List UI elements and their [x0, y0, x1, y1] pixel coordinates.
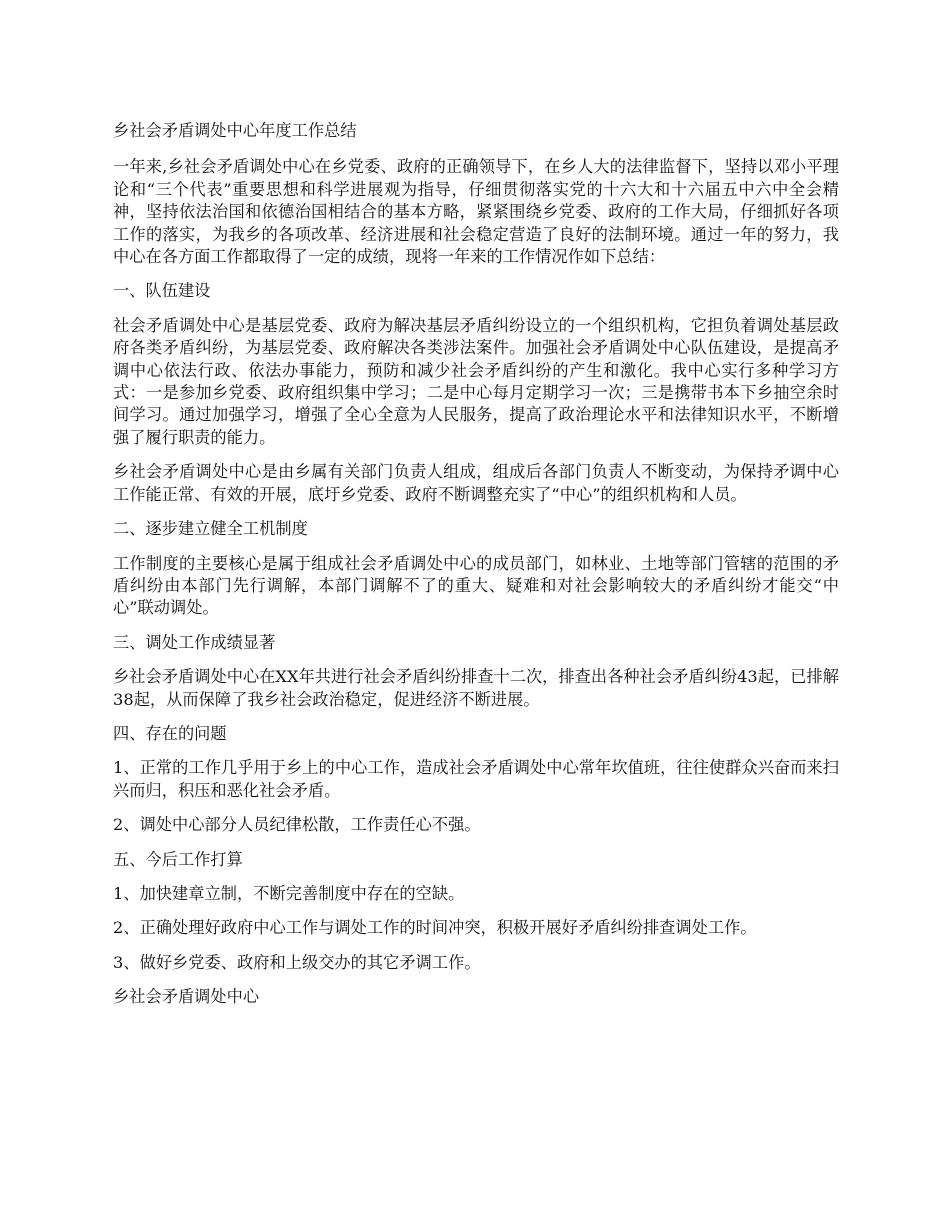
document-signature: 乡社会矛盾调处中心	[113, 987, 260, 1007]
problem-item-1: 1、正常的工作几乎用于乡上的中心工作，造成社会矛盾调处中心常年坎值班，往往使群众兴奋而来扫兴而归，积压和恶化社会矛盾。	[113, 758, 839, 800]
section-heading-problems: 四、存在的问题	[113, 723, 227, 743]
team-building-paragraph-2: 乡社会矛盾调处中心是由乡属有关部门负责人组成，组成后各部门负责人不断变动，为保持矛调中心工作能正常、有效的开展，底圩乡党委、政府不断调整充实了“中心”的组织机构和人员。	[113, 462, 839, 504]
section-heading-future-plans: 五、今后工作打算	[113, 849, 243, 869]
document-body	[113, 120, 839, 1021]
problem-item-2: 2、调处中心部分人员纪律松散，工作责任心不强。	[113, 815, 481, 835]
section-heading-team-building: 一、队伍建设	[113, 281, 211, 301]
plan-item-3: 3、做好乡党委、政府和上级交办的其它矛调工作。	[113, 952, 481, 972]
mechanism-paragraph: 工作制度的主要核心是属于组成社会矛盾调处中心的成员部门，如林业、土地等部门管辖的范围的矛盾纠纷由本部门先行调解，本部门调解不了的重大、疑难和对社会影响较大的矛盾纠纷才能交“中心”联动调处。	[113, 553, 839, 618]
plan-item-1: 1、加快建章立制，不断完善制度中存在的空缺。	[113, 883, 465, 903]
intro-paragraph: 一年来,乡社会矛盾调处中心在乡党委、政府的正确领导下，在乡人大的法律监督下，坚持以邓小平理论和“三个代表”重要思想和科学进展观为指导，仔细贯彻落实党的十六大和十六届五中六中全会精神，坚持依法治国和依德治国相结合的基本方略，紧紧围绕乡党委、政府的工作大局，仔细抓好各项工作的落实，为我乡的各项改革、经济进展和社会稳定营造了良好的法制环境。通过一年的努力，我中心在各方面工作都取得了一定的成绩，现将一年来的工作情况作如下总结：	[113, 157, 839, 267]
team-building-paragraph-1: 社会矛盾调处中心是基层党委、政府为解决基层矛盾纠纷设立的一个组织机构，它担负着调处基层政府各类矛盾纠纷，为基层党委、政府解决各类涉法案件。加强社会矛盾调处中心队伍建设，是提高矛调中心依法行政、依法办事能力，预防和减少社会矛盾纠纷的产生和激化。我中心实行多种学习方式：一是参加乡党委、政府组织集中学习；二是中心每月定期学习一次；三是携带书本下乡抽空余时间学习。通过加强学习，增强了全心全意为人民服务，提高了政治理论水平和法律知识水平，不断增强了履行职责的能力。	[113, 315, 839, 447]
plan-item-2: 2、正确处理好政府中心工作与调处工作的时间冲突，积极开展好矛盾纠纷排查调处工作。	[113, 918, 757, 938]
achievements-paragraph: 乡社会矛盾调处中心在XX年共进行社会矛盾纠纷排查十二次，排查出各种社会矛盾纠纷43起，已排解38起，从而保障了我乡社会政治稳定，促进经济不断进展。	[113, 667, 839, 709]
section-heading-achievements: 三、调处工作成绩显著	[113, 632, 276, 652]
document-title: 乡社会矛盾调处中心年度工作总结	[113, 121, 357, 140]
section-heading-mechanism: 二、逐步建立健全工机制度	[113, 519, 308, 539]
